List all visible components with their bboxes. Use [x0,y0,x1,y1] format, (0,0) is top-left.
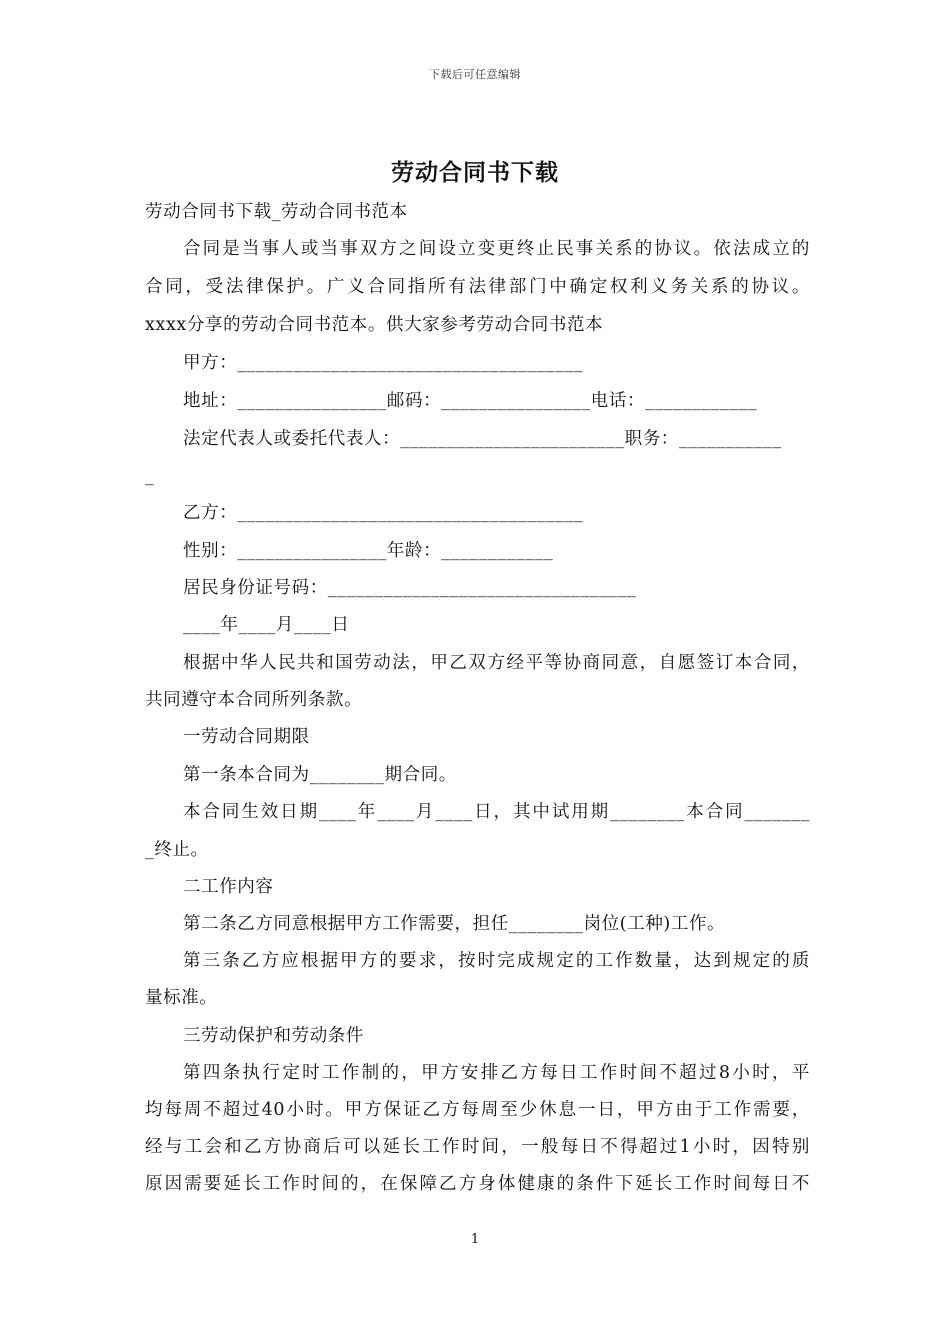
clause-line: 第一条本合同为________期合同。 [183,765,457,785]
party-a-field: 甲方：_____________________________________ [183,353,584,373]
clause-line: 本合同生效日期____年____月____日，其中试用期________本合同_______ [183,802,810,822]
clause-line: 量标准。 [145,988,218,1008]
party-b-field: 乙方：_____________________________________ [183,503,584,523]
clause-line: _终止。 [145,840,209,860]
clause-line: 经与工会和乙方协商后可以延长工作时间，一般每日不得超过1小时，因特别 [145,1137,810,1157]
paragraph-line: xxxx分享的劳动合同书范本。供大家参考劳动合同书范本 [145,315,604,335]
clause-line: 第四条执行定时工作制的，甲方安排乙方每日工作时间不超过8小时，平 [183,1063,810,1083]
section-heading: 一劳动合同期限 [183,727,310,747]
paragraph-line: 合同，受法律保护。广义合同指所有法律部门中确定权利义务关系的协议。 [145,277,810,297]
clause-line: 第三条乙方应根据甲方的要求，按时完成规定的工作数量，达到规定的质 [183,951,810,971]
page-number: 1 [470,1232,480,1247]
section-heading: 二工作内容 [183,877,274,897]
clause-line: 均每周不超过40小时。甲方保证乙方每周至少休息一日，甲方由于工作需要， [145,1100,810,1120]
date-field: ____年____月____日 [183,615,350,635]
representative-field-continuation: _ [145,466,155,486]
gender-age-field: 性别：________________年龄：____________ [183,541,554,561]
id-number-field: 居民身份证号码：_________________________________ [183,578,637,598]
document-title: 劳动合同书下载 [391,159,559,186]
page-header: 下载后可任意编辑 [429,68,521,81]
paragraph-line: 共同遵守本合同所列条款。 [145,690,363,710]
representative-field: 法定代表人或委托代表人：________________________职务：___________ [183,429,782,449]
section-heading: 三劳动保护和劳动条件 [183,1026,364,1046]
address-field: 地址：________________邮码：________________电话：____________ [183,391,758,411]
clause-line: 第二条乙方同意根据甲方工作需要，担任________岗位(工种)工作。 [183,914,726,934]
paragraph-line: 根据中华人民共和国劳动法，甲乙双方经平等协商同意，自愿签订本合同， [183,653,810,673]
paragraph-line: 合同是当事人或当事双方之间设立变更终止民事关系的协议。依法成立的 [183,239,810,259]
clause-line: 原因需要延长工作时间的，在保障乙方身体健康的条件下延长工作时间每日不 [145,1174,810,1194]
subtitle-line: 劳动合同书下载_劳动合同书范本 [145,202,408,222]
